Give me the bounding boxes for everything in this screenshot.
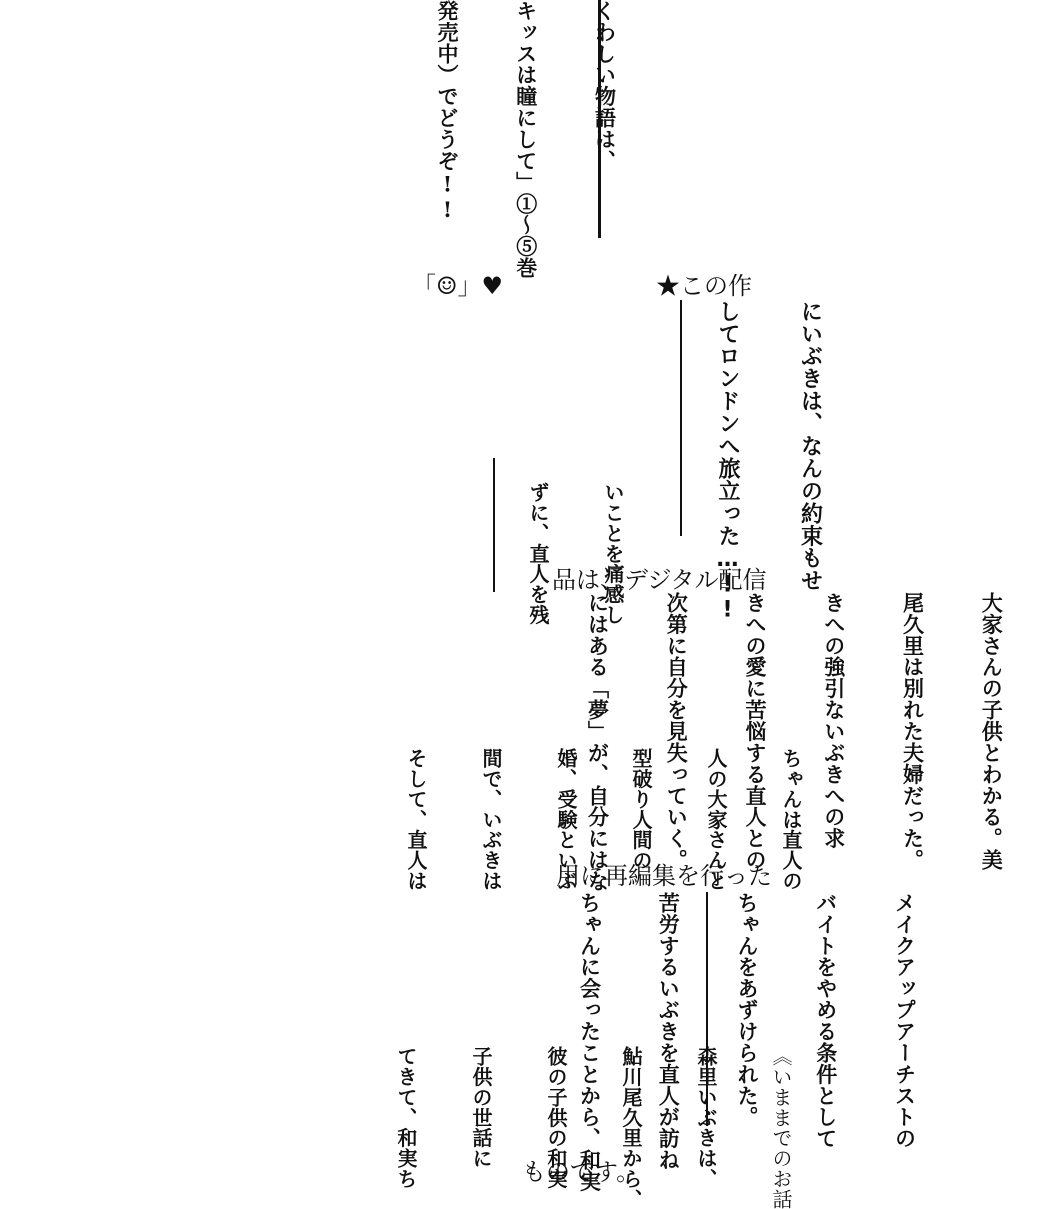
left-story-line-6: そして、直人は bbox=[404, 748, 428, 891]
upper-story-line-1: にいぶきは、なんの約束もせ bbox=[797, 300, 823, 592]
center-story-line-5: 次第に自分を見失っていく。 bbox=[664, 592, 689, 871]
left-story-line-3: 型破り人間の bbox=[629, 748, 653, 871]
left-story-line-4: 婚、受験といぶ bbox=[554, 748, 578, 891]
upper-story bbox=[686, 300, 879, 624]
center-story-line-1: 大家さんの子供とわかる。美 bbox=[979, 592, 1004, 871]
top-note bbox=[408, 0, 671, 279]
center-story-line-2: 尾久里は別れた夫婦だった。 bbox=[900, 592, 925, 871]
left-story bbox=[378, 748, 853, 891]
lower-left-line-5: てきて、和実ち bbox=[394, 1046, 418, 1189]
left-story-line-2: 人の大家さんと bbox=[704, 748, 728, 891]
lower-right-line-1: メイクアップアーチストの bbox=[892, 892, 917, 1150]
notice-mid: 品は、デジタル配信 bbox=[552, 566, 767, 594]
top-note-line-3: 発売中）でどうぞ!! bbox=[435, 0, 460, 223]
left-mid bbox=[500, 482, 675, 625]
lower-right-line-2: バイトをやめる条件として bbox=[813, 892, 838, 1150]
notice-tail: 用に再編集を行った bbox=[556, 862, 772, 890]
lower-left-line-2: 鮎川尾久里から、 bbox=[619, 1046, 643, 1209]
left-story-line-1: ちゃんは直人の bbox=[779, 748, 803, 891]
lower-right-line-3: ちゃんをあずけられた。 bbox=[735, 892, 759, 1128]
fragment-mark: 「☺」♥ bbox=[412, 272, 504, 300]
lower-left-heading: 《いままでのお話 bbox=[769, 1046, 793, 1209]
top-note-line-2: キッスは瞳にして」①〜⑤巻 bbox=[513, 0, 539, 279]
left-mid-line bbox=[493, 458, 495, 592]
center-story-line-6: にはある「夢」が、自分にはな bbox=[585, 592, 610, 892]
lower-left-line-4: 子供の世話に bbox=[469, 1046, 493, 1169]
notice-head: ★この作 bbox=[656, 272, 752, 300]
center-story-line-3: きへの強引ないぶきへの求 bbox=[821, 592, 846, 850]
top-note-line-1: くわしい物語は、 bbox=[592, 0, 618, 172]
left-mid-line-1: いことを痛感し bbox=[601, 482, 625, 625]
notice-end: ものです。 bbox=[522, 1158, 641, 1186]
upper-story-line-2: してロンドンへ旅立った…!! bbox=[715, 300, 740, 624]
lower-right-line-5: ちゃんに会ったことから、和実 bbox=[577, 892, 602, 1192]
left-mid-line-2: ずに、直人を残 bbox=[526, 482, 550, 625]
left-story-line-5: 間で、いぶきは bbox=[479, 748, 503, 891]
lower-left bbox=[368, 1046, 843, 1209]
upper-story-line bbox=[680, 300, 682, 536]
lower-right-line-4: 苦労するいぶきを直人が訪ね bbox=[656, 892, 681, 1171]
center-story-line-4: きへの愛に苦悩する直人との bbox=[743, 592, 767, 871]
lower-left-line-1: 森里いぶきは、 bbox=[694, 1046, 718, 1189]
lower-left-line-3: 彼の子供の和実 bbox=[544, 1046, 568, 1189]
